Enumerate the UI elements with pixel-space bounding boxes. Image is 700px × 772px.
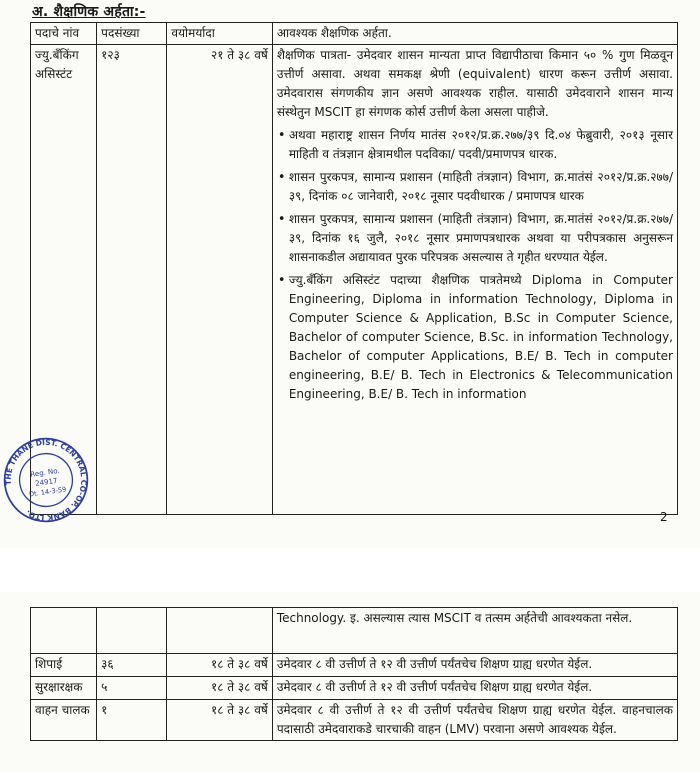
- table-row-driver: [31, 700, 678, 741]
- page-number: 2: [660, 510, 668, 524]
- qualification-text: उमेदवार ८ वी उत्तीर्ण ते १२ वी उत्तीर्ण पर्यंतचेच शिक्षण ग्राह्य धरणेत येईल. वाहनचालक पदासाठी उमेदवाराकडे चारचाकी वाहन (LMV) परवाना असणे आवश्यक येईल.: [272, 700, 677, 741]
- table-row-junior-banking: [31, 45, 678, 515]
- stamp-date: Dt. 14-3-59: [28, 485, 67, 499]
- age-limit: २१ ते ३८ वर्षे: [167, 45, 272, 515]
- qualification-text: उमेदवार ८ वी उत्तीर्ण ते १२ वी उत्तीर्ण पर्यंतचेच शिक्षण ग्राह्य धरणेत येईल.: [272, 677, 677, 700]
- qualification-continuation: Technology. इ. असल्यास त्यास MSCIT व तत्सम अर्हतेची आवश्यकता नसेल.: [272, 608, 677, 654]
- stamp-reg-number: 24917: [34, 475, 58, 488]
- header-post-name: पदाचे नांव: [31, 23, 97, 45]
- age-limit: १८ ते ३८ वर्षे: [167, 677, 272, 700]
- qualification-table: [30, 22, 678, 515]
- age-limit: १८ ते ३८ वर्षे: [167, 654, 272, 677]
- list-item: • शासन पुरकपत्र, सामान्य प्रशासन (माहिती तंत्रज्ञान) विभाग, क्र.मातंसं २०१२/प्र.क्र.२७७/ ३९, दिनांक ०८ जानेवारी, २०१८ नूसार पदवीधारक / प्रमाणपत्र धारक: [277, 168, 673, 206]
- stamp-outer-text: THE THANE DIST. CENTRAL CO-OP. BANK LTD.: [3, 437, 89, 523]
- qualification-bullets: [277, 126, 673, 404]
- post-name: सुरक्षारक्षक: [31, 677, 97, 700]
- post-name: शिपाई: [31, 654, 97, 677]
- header-post-count: पदसंख्या: [97, 23, 167, 45]
- post-count: ३६: [97, 654, 167, 677]
- bank-stamp: [0, 430, 96, 529]
- qualification-text: [272, 45, 677, 515]
- page-gap: [0, 548, 700, 592]
- list-item: • ज्यु.बँकिंग असिस्टंट पदाच्या शैक्षणिक पात्रतेमध्ये Diploma in Computer Engineering, Diploma in information Technology, Diploma in Computer Science & Application, B.Sc in Computer Science, Bachelor of computer Science, B.Sc. in information Technology, Bachelor of computer Applications, B.E/ B. Tech in computer engineering, B.E/ B. Tech in Electronics & Telecommunication Engineering, B.E/ B. Tech in information: [277, 271, 673, 404]
- post-count: १: [97, 700, 167, 741]
- age-limit: १८ ते ३८ वर्षे: [167, 700, 272, 741]
- post-count: १२३: [97, 45, 167, 515]
- list-item: • शासन पुरकपत्र, सामान्य प्रशासन (माहिती तंत्रज्ञान) विभाग, क्र.मातंसं २०१२/प्र.क्र.२७७/ ३९, दिनांक १६ जुलै, २०१८ नूसार प्रमाणपत्रधारक अथवा या परीपत्रकास अनुसरून शासनाकडील अद्यायावत पुरक परिपत्रक असल्यास ते गृहीत धरण्यात येईल.: [277, 210, 673, 267]
- table-row-continuation: [31, 608, 678, 654]
- post-name: ज्यु.बँकिंग असिस्टंट: [31, 45, 97, 515]
- qualification-text: उमेदवार ८ वी उत्तीर्ण ते १२ वी उत्तीर्ण पर्यंतचेच शिक्षण ग्राह्य धरणेत येईल.: [272, 654, 677, 677]
- post-name: वाहन चालक: [31, 700, 97, 741]
- table-row-security-guard: [31, 677, 678, 700]
- post-count: ५: [97, 677, 167, 700]
- stamp-reg-label: Reg. No.: [29, 465, 61, 479]
- table-row-peon: [31, 654, 678, 677]
- qualification-table-continued: [30, 607, 678, 741]
- table-header-row: [31, 23, 678, 45]
- header-qualification: आवश्यक शैक्षणिक अर्हता.: [272, 23, 677, 45]
- qualification-intro: शैक्षणिक पात्रता- उमेदवार शासन मान्यता प्राप्त विद्यापीठाचा किमान ५० % गुण मिळवून उत्तीर्ण असावा. अथवा समकक्ष श्रेणी (equivalent) धारण करून उत्तीर्ण असावा. उमेदवारास संगणकीय ज्ञान असणे आवश्यक राहील. यासाठी उमेदवाराने शासन मान्य संस्थेतुन MSCIT हा संगणक कोर्स उत्तीर्ण केला असला पाहीजे.: [276, 48, 673, 119]
- section-heading: अ. शैक्षणिक अर्हता:-: [32, 4, 146, 20]
- list-item: • अथवा महाराष्ट्र शासन निर्णय मातंस २०१२/प्र.क्र.२७७/३९ दि.०४ फेब्रुवारी, २०१३ नूसार माहिती व तंत्रज्ञान क्षेत्रामधील पदविका/ पदवी/प्रमाणपत्र धारक.: [277, 126, 673, 164]
- header-age-limit: वयोमर्यादा: [167, 23, 272, 45]
